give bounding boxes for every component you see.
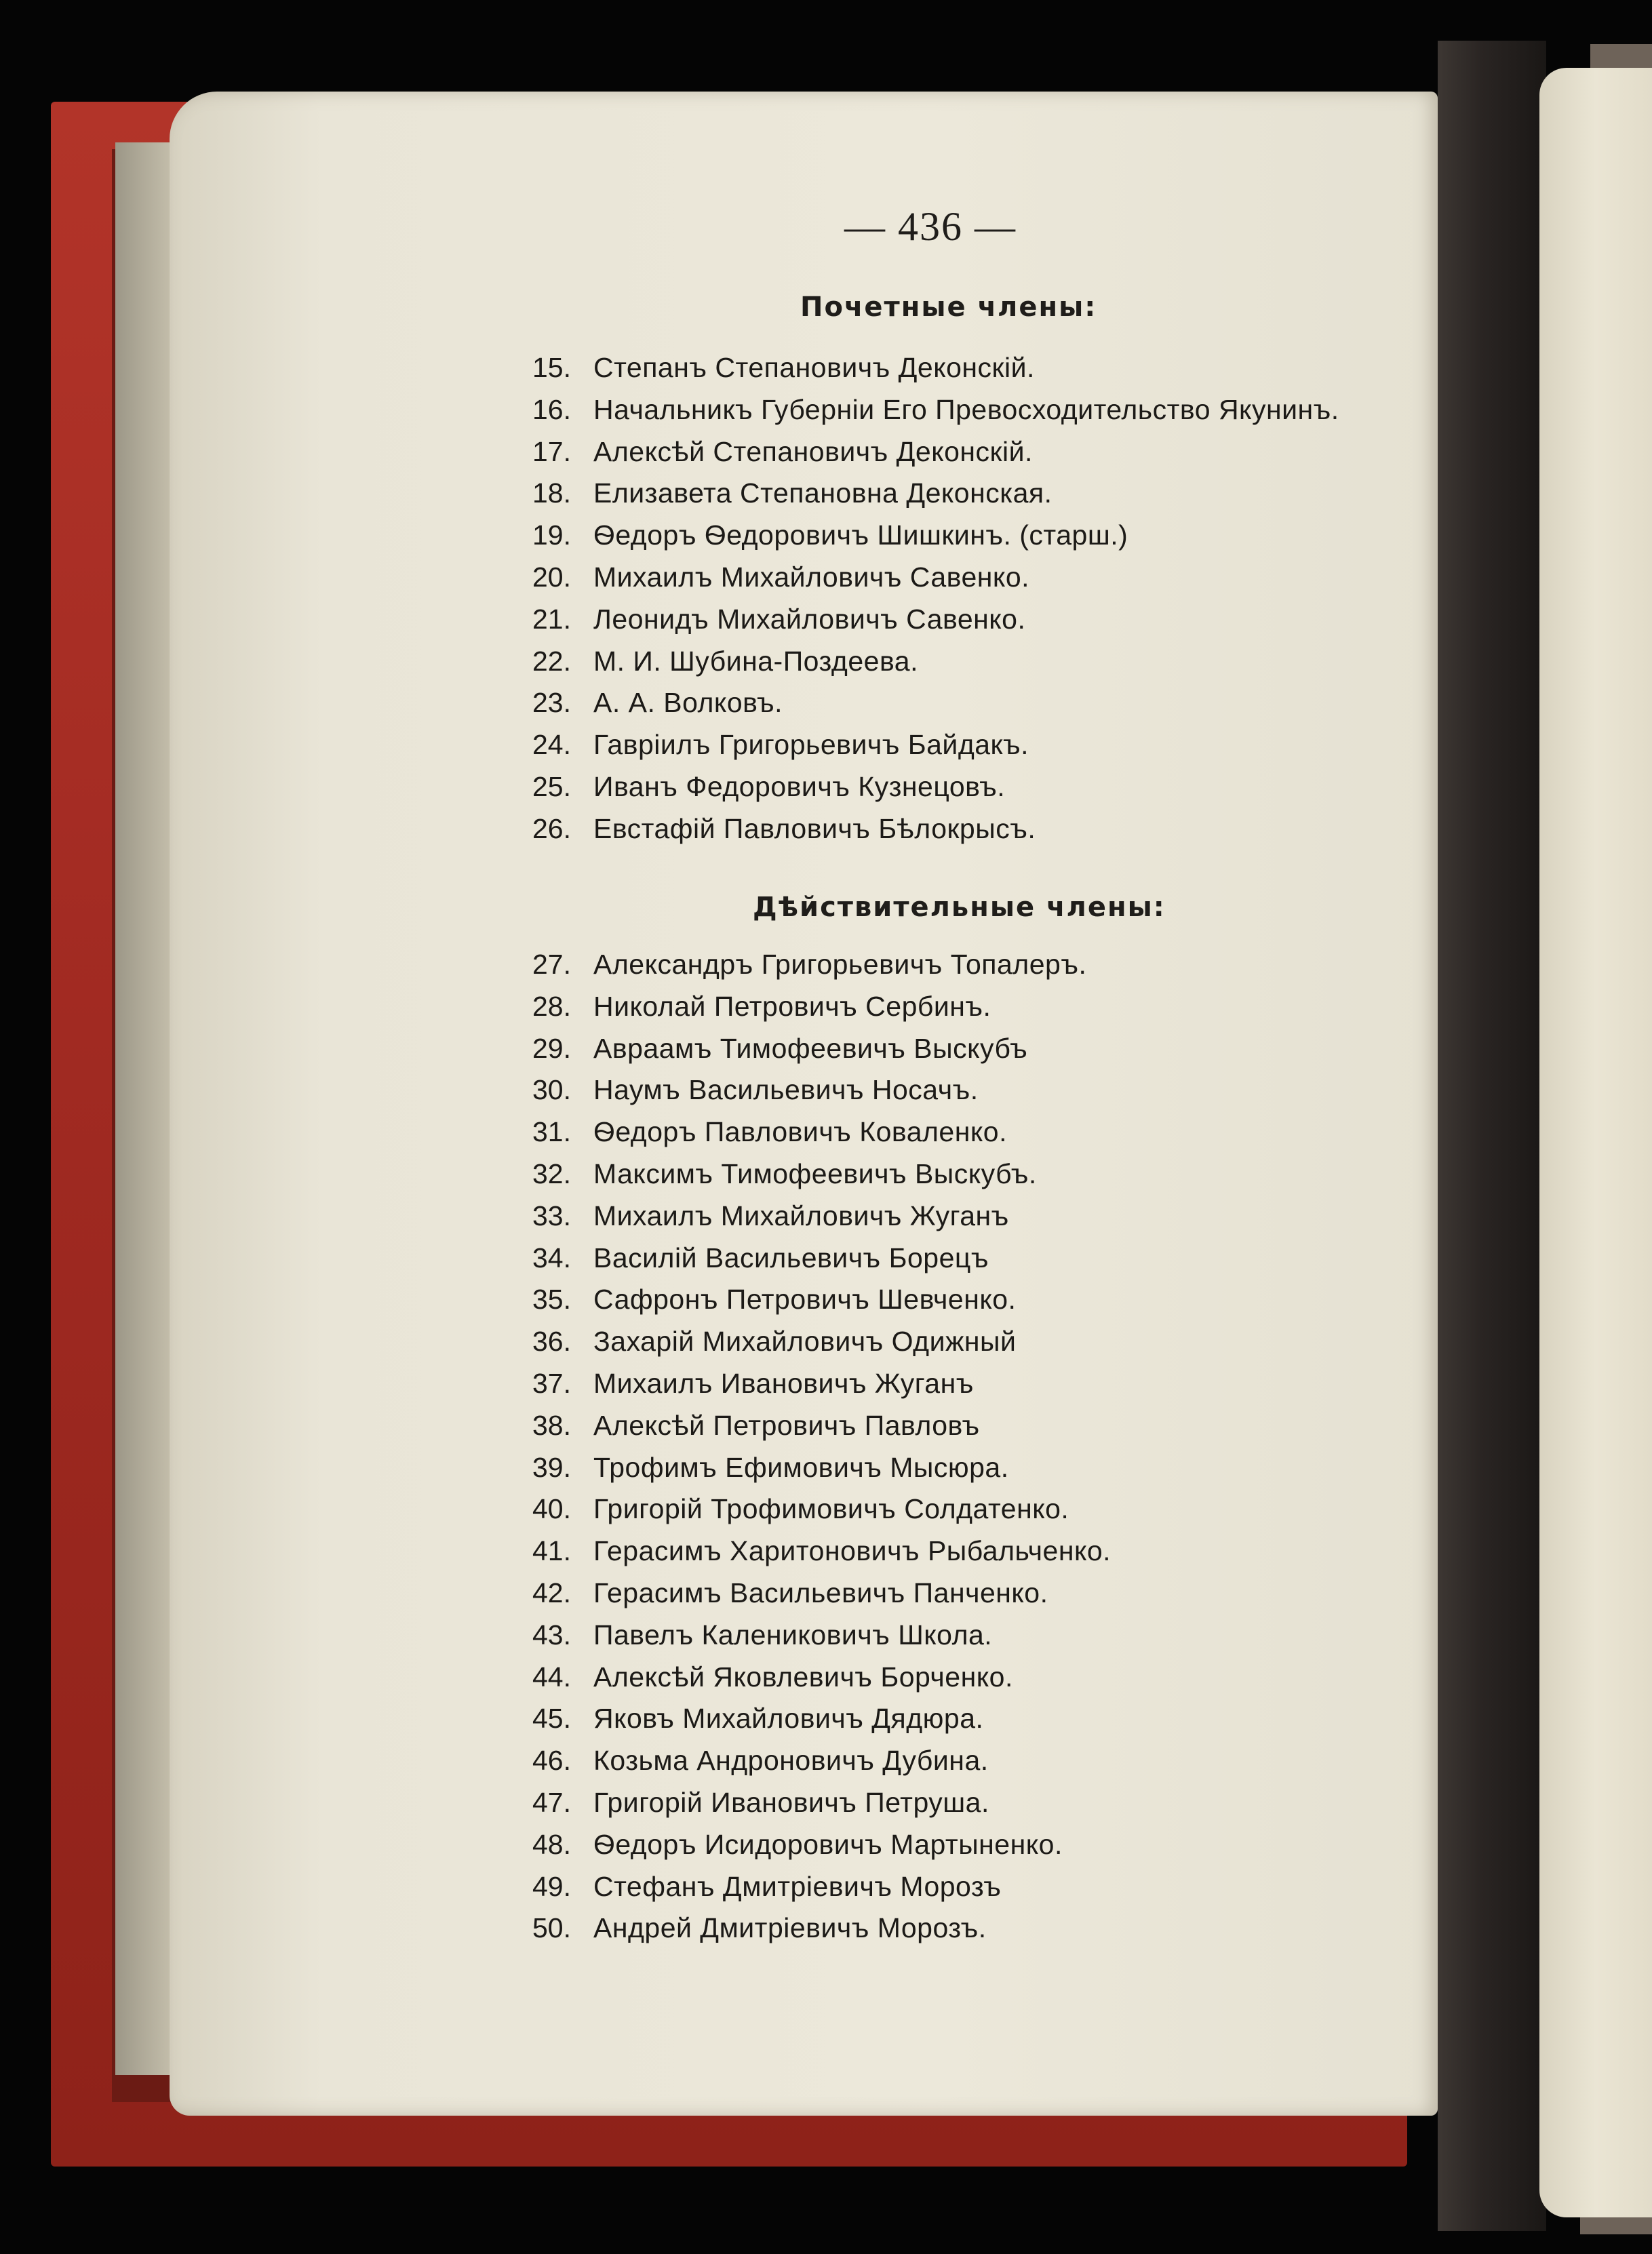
member-name: Яковъ Михайловичъ Дядюра. — [593, 1703, 984, 1735]
member-entry — [532, 1195, 1111, 1238]
member-name: Трофимъ Ефимовичъ Мысюра. — [593, 1451, 1009, 1483]
member-number: 29. — [532, 1032, 571, 1064]
member-entry — [532, 347, 1339, 389]
member-entry — [532, 599, 1339, 641]
member-entry — [532, 1907, 1111, 1950]
member-entry — [532, 1405, 1111, 1447]
member-name: Козьма Андроновичъ Дубина. — [593, 1745, 989, 1777]
member-name: Павелъ Калениковичъ Школа. — [593, 1619, 993, 1650]
member-name: Алексѣй Яковлевичъ Борченко. — [593, 1661, 1013, 1693]
member-number: 47. — [532, 1786, 571, 1818]
member-entry — [532, 1530, 1111, 1573]
member-entry — [532, 515, 1339, 557]
member-entry — [532, 1615, 1111, 1657]
honorary-members-list — [532, 347, 1339, 850]
member-entry — [532, 766, 1339, 808]
member-entry — [532, 1447, 1111, 1489]
member-name: Ѳедоръ Исидоровичъ Мартыненко. — [593, 1828, 1063, 1860]
member-number: 19. — [532, 519, 571, 551]
member-number: 20. — [532, 561, 571, 593]
member-number: 39. — [532, 1451, 571, 1483]
member-entry — [532, 1069, 1111, 1111]
member-name: Елизавета Степановна Деконская. — [593, 477, 1053, 509]
member-entry — [532, 431, 1339, 473]
member-name: Максимъ Тимофеевичъ Выскубъ. — [593, 1158, 1037, 1189]
member-number: 21. — [532, 603, 571, 635]
member-number: 49. — [532, 1870, 571, 1902]
member-entry — [532, 1488, 1111, 1530]
member-name: Герасимъ Харитоновичъ Рыбальченко. — [593, 1535, 1112, 1567]
member-name: Леонидъ Михайловичъ Савенко. — [593, 603, 1026, 635]
active-members-heading: Дѣйствительные члены: — [753, 892, 1166, 923]
member-entry — [532, 1573, 1111, 1615]
member-name: А. А. Волковъ. — [593, 687, 783, 719]
member-number: 31. — [532, 1116, 571, 1148]
member-number: 42. — [532, 1577, 571, 1608]
member-entry — [532, 808, 1339, 850]
member-entry — [532, 1782, 1111, 1824]
member-number: 28. — [532, 990, 571, 1022]
member-entry — [532, 389, 1339, 431]
member-number: 17. — [532, 435, 571, 467]
member-entry — [532, 1111, 1111, 1153]
member-number: 23. — [532, 687, 571, 719]
active-members-list — [532, 944, 1111, 1950]
member-name: М. И. Шубина-Поздеева. — [593, 645, 918, 677]
member-name: Григорій Ивановичъ Петруша. — [593, 1786, 989, 1818]
member-name: Михаилъ Ивановичъ Жуганъ — [593, 1367, 974, 1399]
facing-page — [1539, 68, 1652, 2217]
member-number: 46. — [532, 1745, 571, 1777]
member-name: Авраамъ Тимофеевичъ Выскубъ — [593, 1032, 1028, 1064]
member-number: 27. — [532, 949, 571, 980]
member-name: Евстафій Павловичъ Бѣлокрысъ. — [593, 812, 1036, 844]
member-number: 36. — [532, 1326, 571, 1358]
member-number: 24. — [532, 729, 571, 761]
member-entry — [532, 1740, 1111, 1782]
member-entry — [532, 1866, 1111, 1908]
member-number: 18. — [532, 477, 571, 509]
member-number: 50. — [532, 1912, 571, 1944]
member-name: Гавріилъ Григорьевичъ Байдакъ. — [593, 729, 1029, 761]
member-name: Николай Петровичъ Сербинъ. — [593, 990, 991, 1022]
member-number: 48. — [532, 1828, 571, 1860]
member-number: 40. — [532, 1493, 571, 1525]
member-number: 15. — [532, 352, 571, 383]
member-number: 30. — [532, 1074, 571, 1106]
member-name: Наумъ Васильевичъ Носачъ. — [593, 1074, 979, 1106]
member-entry — [532, 1028, 1111, 1070]
book-gutter — [1438, 41, 1546, 2231]
member-entry — [532, 944, 1111, 986]
member-name: Ѳедоръ Ѳедоровичъ Шишкинъ. (старш.) — [593, 519, 1128, 551]
member-entry — [532, 557, 1339, 599]
honorary-members-heading: Почетные члены: — [800, 292, 1097, 323]
member-name: Герасимъ Васильевичъ Панченко. — [593, 1577, 1048, 1608]
member-number: 22. — [532, 645, 571, 677]
member-name: Иванъ Федоровичъ Кузнецовъ. — [593, 770, 1006, 802]
member-name: Василій Васильевичъ Борецъ — [593, 1242, 989, 1273]
member-name: Алексѣй Степановичъ Деконскій. — [593, 435, 1033, 467]
member-name: Ѳедоръ Павловичъ Коваленко. — [593, 1116, 1007, 1148]
member-number: 37. — [532, 1367, 571, 1399]
member-name: Григорій Трофимовичъ Солдатенко. — [593, 1493, 1069, 1525]
member-name: Стефанъ Дмитріевичъ Морозъ — [593, 1870, 1002, 1902]
member-entry — [532, 1657, 1111, 1699]
member-entry — [532, 724, 1339, 766]
member-name: Андрей Дмитріевичъ Морозъ. — [593, 1912, 987, 1944]
member-entry — [532, 473, 1339, 515]
member-entry — [532, 641, 1339, 683]
member-entry — [532, 1321, 1111, 1363]
member-entry — [532, 1279, 1111, 1321]
member-number: 44. — [532, 1661, 571, 1693]
member-entry — [532, 682, 1339, 724]
member-entry — [532, 1698, 1111, 1740]
member-name: Степанъ Степановичъ Деконскій. — [593, 352, 1035, 383]
member-number: 35. — [532, 1284, 571, 1316]
member-name: Александръ Григорьевичъ Топалеръ. — [593, 949, 1087, 980]
member-name: Начальникъ Губерніи Его Превосходительство Якунинъ. — [593, 393, 1339, 425]
page-number: — 436 — — [844, 204, 1017, 249]
member-number: 33. — [532, 1200, 571, 1231]
member-name: Захарій Михайловичъ Одижный — [593, 1326, 1017, 1358]
member-entry — [532, 1824, 1111, 1866]
member-number: 34. — [532, 1242, 571, 1273]
member-number: 45. — [532, 1703, 571, 1735]
member-number: 25. — [532, 770, 571, 802]
member-name: Михаилъ Михайловичъ Жуганъ — [593, 1200, 1009, 1231]
member-name: Алексѣй Петровичъ Павловъ — [593, 1409, 980, 1441]
member-name: Сафронъ Петровичъ Шевченко. — [593, 1284, 1017, 1316]
member-entry — [532, 1153, 1111, 1195]
member-entry — [532, 1363, 1111, 1405]
member-number: 32. — [532, 1158, 571, 1189]
member-name: Михаилъ Михайловичъ Савенко. — [593, 561, 1030, 593]
member-number: 43. — [532, 1619, 571, 1650]
member-number: 41. — [532, 1535, 571, 1567]
member-entry — [532, 986, 1111, 1028]
member-number: 26. — [532, 812, 571, 844]
member-number: 16. — [532, 393, 571, 425]
member-entry — [532, 1238, 1111, 1280]
member-number: 38. — [532, 1409, 571, 1441]
